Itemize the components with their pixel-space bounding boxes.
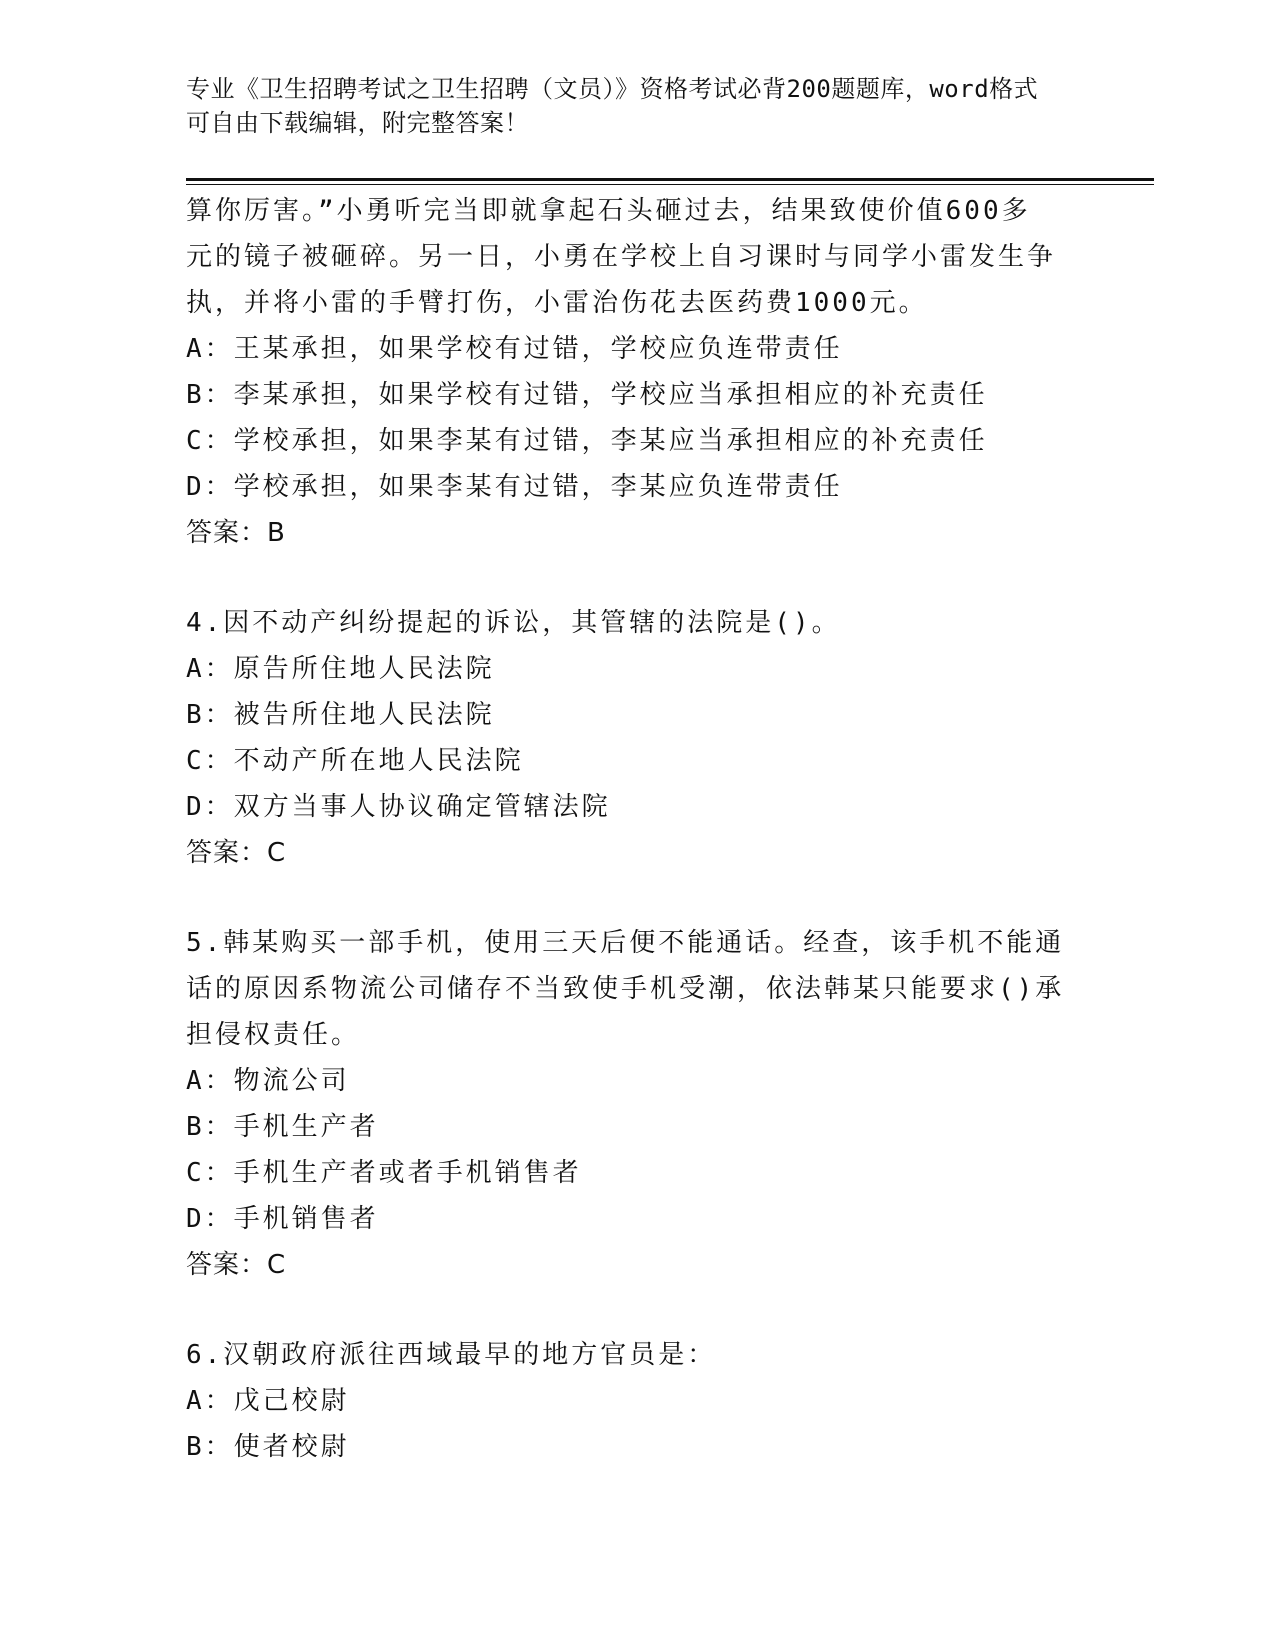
option-c: C：学校承担，如果李某有过错，李某应当承担相应的补充责任 [186,426,988,456]
document-body [186,188,1086,1470]
option-c: C：手机生产者或者手机销售者 [186,1158,582,1188]
question-3 [186,188,1086,556]
option-b: B：使者校尉 [186,1432,350,1462]
option-a: A：原告所住地人民法院 [186,654,495,684]
option-b: B：手机生产者 [186,1112,379,1142]
question-stem-line: 担侵权责任。 [186,1020,361,1050]
document-header [186,72,1076,140]
question-stem-line: 4.因不动产纠纷提起的诉讼，其管辖的法院是()。 [186,608,841,638]
question-spacer [186,1288,1086,1332]
question-spacer [186,876,1086,920]
answer-label: 答案：C [186,1250,287,1280]
question-5 [186,920,1086,1288]
question-stem-line: 元的镜子被砸碎。另一日，小勇在学校上自习课时与同学小雷发生争 [186,242,1057,272]
question-stem-line: 话的原因系物流公司储存不当致使手机受潮，依法韩某只能要求()承 [186,974,1065,1004]
option-b: B：李某承担，如果学校有过错，学校应当承担相应的补充责任 [186,380,988,410]
header-rule-thick [186,178,1154,181]
option-d: D：双方当事人协议确定管辖法院 [186,792,611,822]
option-a: A：戊己校尉 [186,1386,350,1416]
header-line-2: 可自由下载编辑，附完整答案！ [186,109,529,137]
question-6 [186,1332,1086,1470]
question-stem-line: 5.韩某购买一部手机，使用三天后便不能通话。经查，该手机不能通 [186,928,1065,958]
question-stem-line: 执，并将小雷的手臂打伤，小雷治伤花去医药费1000元。 [186,288,928,318]
answer-label: 答案：B [186,518,286,548]
question-stem-line: 算你厉害。”小勇听完当即就拿起石头砸过去，结果致使价值600多 [186,196,1031,226]
header-rule-thin [186,184,1154,185]
header-line-1: 专业《卫生招聘考试之卫生招聘（文员）》资格考试必背200题题库，word格式 [186,75,1039,103]
option-a: A：物流公司 [186,1066,350,1096]
option-c: C：不动产所在地人民法院 [186,746,524,776]
answer-label: 答案：C [186,838,287,868]
option-d: D：学校承担，如果李某有过错，李某应负连带责任 [186,472,843,502]
option-d: D：手机销售者 [186,1204,379,1234]
question-4 [186,600,1086,876]
option-b: B：被告所住地人民法院 [186,700,495,730]
question-spacer [186,556,1086,600]
question-stem-line: 6.汉朝政府派往西域最早的地方官员是： [186,1340,717,1370]
option-a: A：王某承担，如果学校有过错，学校应负连带责任 [186,334,843,364]
